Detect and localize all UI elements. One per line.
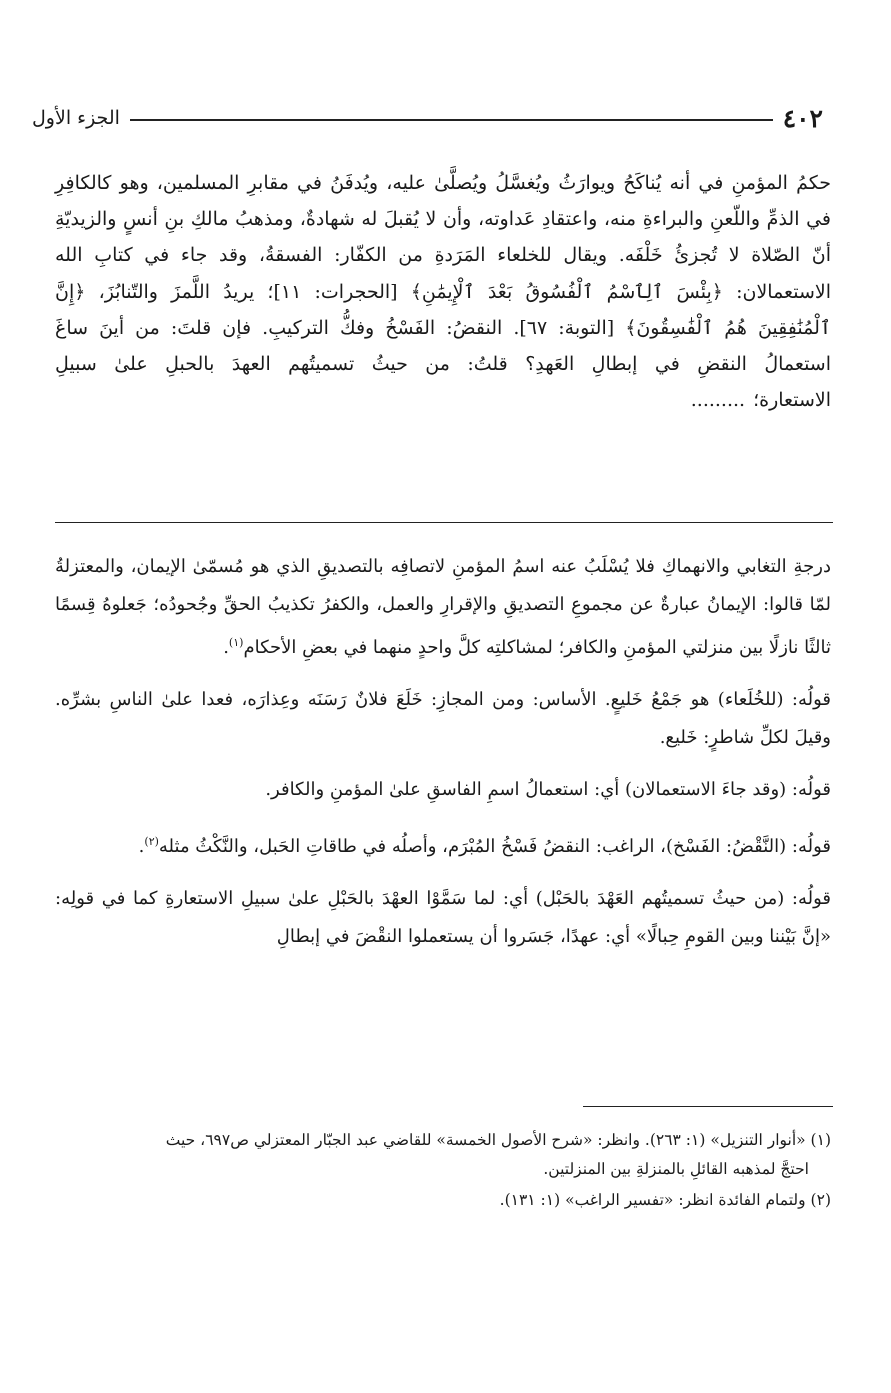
footnote-separator-rule [583,1106,833,1107]
main-dots: ......... [690,389,746,412]
footnote-1: (١) «أنوار التنزيل» (١: ٢٦٣). وانظر: «شرح الأصول الخمسة» للقاضي عبد الجبّار المعتزلي ص٦٩٧، حيث احتجَّ لمذهبه القائلِ بالمنزلةِ بين المنزلتين. [165,1131,831,1178]
page-header [32,98,823,138]
commentary-paragraph: درجةِ التغابي والانهماكِ فلا يُسْلَبُ عنه اسمُ المؤمنِ لاتصافِه بالتصديقِ الذي هو مُسمّىٰ الإيمان، والمعتزلةُ لمّا قالوا: الإيمانُ عبارةٌ عن مجموعِ التصديقِ والإقرارِ والعمل، والكفرُ تكذيبُ الحقِّ وجُحودُه؛ جَعلوهُ قِسمًا ثالثًا نازلًا بين منزلتي المؤمنِ والكافر؛ لمشاكلتِه كلَّ واحدٍ منهما في بعضِ الأحكام$^{(١)}$. [55,556,831,658]
commentary-paragraph: قولُه: (النَّقْضُ: الفَسْخ)، الراغب: النقضُ فَسْخُ المُبْرَم، وأصلُه في طاقاتِ الحَبل، والنَّكْثُ مثله$^{(٢)}$. [138,835,831,857]
commentary-paragraph: قولُه: (وقد جاءَ الاستعمالان) أي: استعمالُ اسمِ الفاسقِ علىٰ المؤمنِ والكافر. [265,779,831,800]
footnote-ref: (٢) [144,835,159,848]
commentary [55,548,831,970]
main-text [55,165,831,418]
header-rule [130,119,773,121]
main-separator-rule [55,522,833,523]
page-number: ٤٠٢ [782,103,823,133]
footnote-ref: (١) [228,636,244,649]
footnote-2: (٢) ولتمام الفائدة انظر: «تفسير الراغب» (١: ١٣١). [499,1191,831,1209]
main-paragraph: حكمُ المؤمنِ في أنه يُناكَحُ ويوارَثُ ويُغسَّلُ ويُصلَّىٰ عليه، ويُدفَنُ في مقابرِ المسلمين، وهو كالكافِرِ في الذمِّ واللّعنِ والبراءةِ منه، واعتقادِ عَداوته، وأن لا يُقبلَ له شهادةٌ، ومذهبُ مالكِ بنِ أنسٍ والزيديّةِ أنّ الصّلاة لا تُجزئُ خَلْفَه. ويقال للخلعاء المَرَدةِ من الكفّار: الفسقةُ، وقد جاء في كتابِ الله الاستعمالان: ﴿بِئْسَ ٱلِٱسْمُ ٱلْفُسُوقُ بَعْدَ ٱلْإِيمَٰنِ﴾ [الحجرات: ١١]؛ يريدُ اللَّمزَ والتّنابُزَ، ﴿إِنَّ ٱلْمُنَٰفِقِينَ هُمُ ٱلْفَٰسِقُونَ﴾ [التوبة: ٦٧]. النقضُ: الفَسْخُ وفكُّ التركيبِ. فإن قلتَ: من أينَ ساغَ استعمالُ النقضِ في إبطالِ العَهدِ؟ قلتُ: من حيثُ تسميتُهم العهدَ بالحبلِ علىٰ سبيلِ الاستعارة؛ [55,172,831,412]
volume-title: الجزء الأول [32,107,120,129]
commentary-paragraph: قولُه: (من حيثُ تسميتُهم العَهْدَ بالحَبْل) أي: لما سَمَّوْا العهْدَ بالحَبْلِ علىٰ سبيلِ الاستعارةِ كما في قولِه: «إنَّ بَيْننا وبين القومِ حِبالًا» أي: عهدًا، جَسَروا أن يستعملوا النقْضَ في إبطالِ [55,888,831,947]
commentary-paragraph: قولُه: (للخُلَعاء) هو جَمْعُ خَليعٍ. الأساس: ومن المجازِ: خَلَعَ فلانٌ رَسَنَه وعِذارَه، فعدا علىٰ الناسِ بشرِّه. وقيلَ لكلِّ شاطرٍ: خَليع. [55,689,831,748]
footnotes [55,1126,831,1217]
